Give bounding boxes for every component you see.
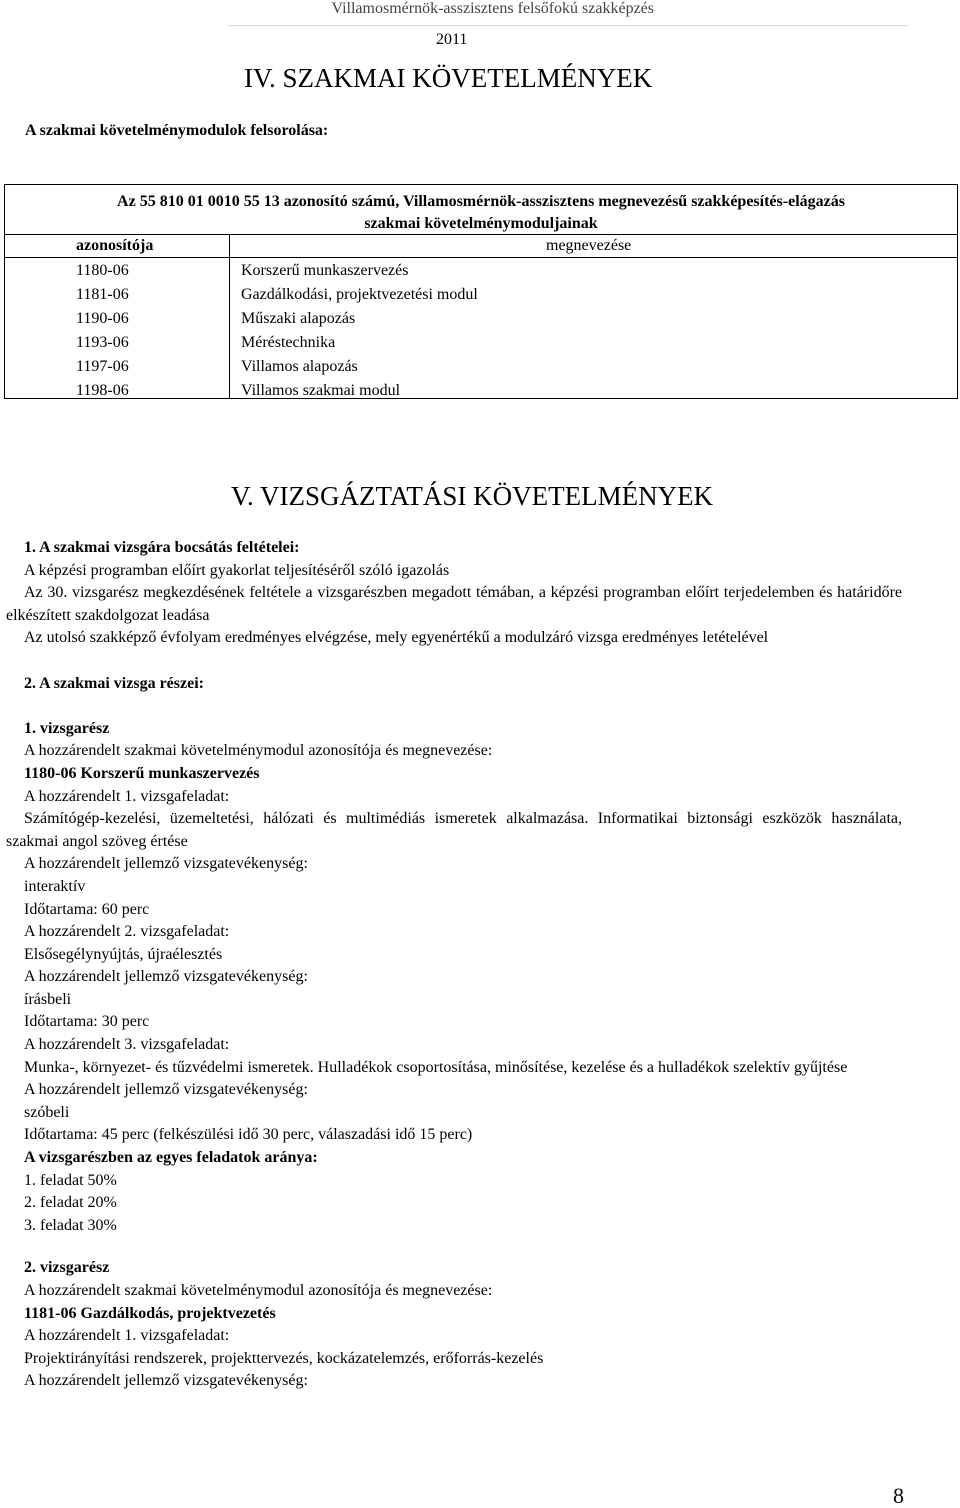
exam-part-1-title: 1. vizsgarész xyxy=(24,719,110,737)
column-header-id: azonosítója xyxy=(76,237,154,254)
module-label: A hozzárendelt szakmai követelménymodul azonosítója és megnevezése: xyxy=(24,1282,493,1299)
activity-label: A hozzárendelt jellemző vizsgatevékenység: xyxy=(24,1081,308,1099)
task-label: A hozzárendelt 1. vizsgafeladat: xyxy=(24,1327,230,1345)
spacer xyxy=(6,650,902,673)
subsection-1-title: 1. A szakmai vizsgára bocsátás feltételei: xyxy=(24,539,300,556)
duration: Időtartama: 45 perc (felkészülési idő 30 perc, válaszadási idő 15 perc) xyxy=(24,1126,473,1144)
duration: Időtartama: 30 perc xyxy=(24,1013,150,1031)
activity-label: A hozzárendelt jellemző vizsgatevékenység: xyxy=(24,855,308,873)
spacer xyxy=(6,695,902,718)
table-row xyxy=(5,261,957,285)
table-header-row xyxy=(5,234,957,258)
exam-part-2-title: 2. vizsgarész xyxy=(24,1259,110,1277)
module-title: 1180-06 Korszerű munkaszervezés xyxy=(24,764,260,782)
task-text: Elsősegélynyújtás, újraélesztés xyxy=(24,945,223,963)
modules-table xyxy=(4,184,958,399)
task-text: Projektirányítási rendszerek, projekttervezés, kockázatelemzés, erőforrás-kezelés xyxy=(24,1349,544,1367)
page-header xyxy=(0,0,960,60)
task-label: A hozzárendelt 1. vizsgafeladat: xyxy=(24,787,230,805)
ratio-item: 1. feladat 50% xyxy=(24,1171,117,1189)
module-label: A hozzárendelt szakmai követelménymodul azonosítója és megnevezése: xyxy=(24,742,493,760)
activity-type: írásbeli xyxy=(24,990,72,1008)
module-id: 1181-06 xyxy=(76,286,129,303)
duration: Időtartama: 60 perc xyxy=(24,900,150,918)
ratio-title: A vizsgarészben az egyes feladatok aránya: xyxy=(24,1149,318,1167)
module-name: Korszerű munkaszervezés xyxy=(241,262,409,279)
module-id: 1197-06 xyxy=(76,358,129,375)
activity-type: interaktív xyxy=(24,877,86,895)
table-row xyxy=(5,333,957,357)
column-header-name: megnevezése xyxy=(546,237,632,254)
spacer xyxy=(6,1237,902,1257)
task-label: A hozzárendelt 2. vizsgafeladat: xyxy=(24,923,230,941)
module-name: Gazdálkodási, projektvezetési modul xyxy=(241,286,478,303)
module-id: 1198-06 xyxy=(76,382,129,399)
header-title: Villamosmérnök-asszisztens felsőfokú szakképzés xyxy=(331,0,654,17)
ratio-item: 2. feladat 20% xyxy=(24,1194,117,1212)
task-text: Számítógép-kezelési, üzemeltetési, hálózati és multimédiás ismeretek alkalmazása. Informatikai biztonsági eszközök használata, szakmai angol szöveg értése xyxy=(6,810,902,850)
table-row xyxy=(5,309,957,333)
module-name: Méréstechnika xyxy=(241,334,336,351)
task-text: Munka-, környezet- és tűzvédelmi ismeretek. Hulladékok csoportosítása, minősítése, kezelése és a hulladékok szelektív gyűjtése xyxy=(24,1058,848,1076)
page-number: 8 xyxy=(893,1483,904,1508)
module-id: 1180-06 xyxy=(76,262,129,279)
module-id: 1190-06 xyxy=(76,310,129,327)
table-body xyxy=(5,261,957,405)
paragraph: A képzési programban előírt gyakorlat teljesítéséről szóló igazolás xyxy=(24,561,450,579)
section-5-title: V. VIZSGÁZTATÁSI KÖVETELMÉNYEK xyxy=(231,481,714,511)
module-name: Villamos szakmai modul xyxy=(241,382,401,399)
module-name: Villamos alapozás xyxy=(241,358,358,375)
module-id: 1193-06 xyxy=(76,334,129,351)
header-rule xyxy=(228,25,908,26)
activity-type: szóbeli xyxy=(24,1103,70,1121)
table-caption-line-1: Az 55 810 01 0010 55 13 azonosító számú, Villamosmérnök-asszisztens megnevezésű szakképesítés-elágazás xyxy=(117,193,845,210)
modules-label: A szakmai követelménymodulok felsorolása: xyxy=(25,122,329,139)
table-row xyxy=(5,381,957,405)
table-row xyxy=(5,357,957,381)
activity-label: A hozzárendelt jellemző vizsgatevékenység: xyxy=(24,1372,308,1390)
task-label: A hozzárendelt 3. vizsgafeladat: xyxy=(24,1036,230,1054)
activity-label: A hozzárendelt jellemző vizsgatevékenység: xyxy=(24,968,308,986)
section-4-title: IV. SZAKMAI KÖVETELMÉNYEK xyxy=(244,63,653,93)
table-caption-line-2: szakmai követelménymoduljainak xyxy=(364,215,598,232)
paragraph: Az utolsó szakképző évfolyam eredményes elvégzése, mely egyenértékű a modulzáró vizsga eredményes letételével xyxy=(24,629,769,647)
module-title: 1181-06 Gazdálkodás, projektvezetés xyxy=(24,1304,276,1322)
module-name: Műszaki alapozás xyxy=(241,310,356,327)
ratio-item: 3. feladat 30% xyxy=(24,1216,117,1234)
header-year: 2011 xyxy=(436,31,468,48)
paragraph: Az 30. vizsgarész megkezdésének feltétele a vizsgarészben megadott témában, a képzési programban előírt terjedelemben és határidőre elkészített szakdolgozat leadása xyxy=(6,584,902,624)
subsection-2-title: 2. A szakmai vizsga részei: xyxy=(24,674,204,692)
exam-requirements-body xyxy=(6,537,902,1393)
table-row xyxy=(5,285,957,309)
